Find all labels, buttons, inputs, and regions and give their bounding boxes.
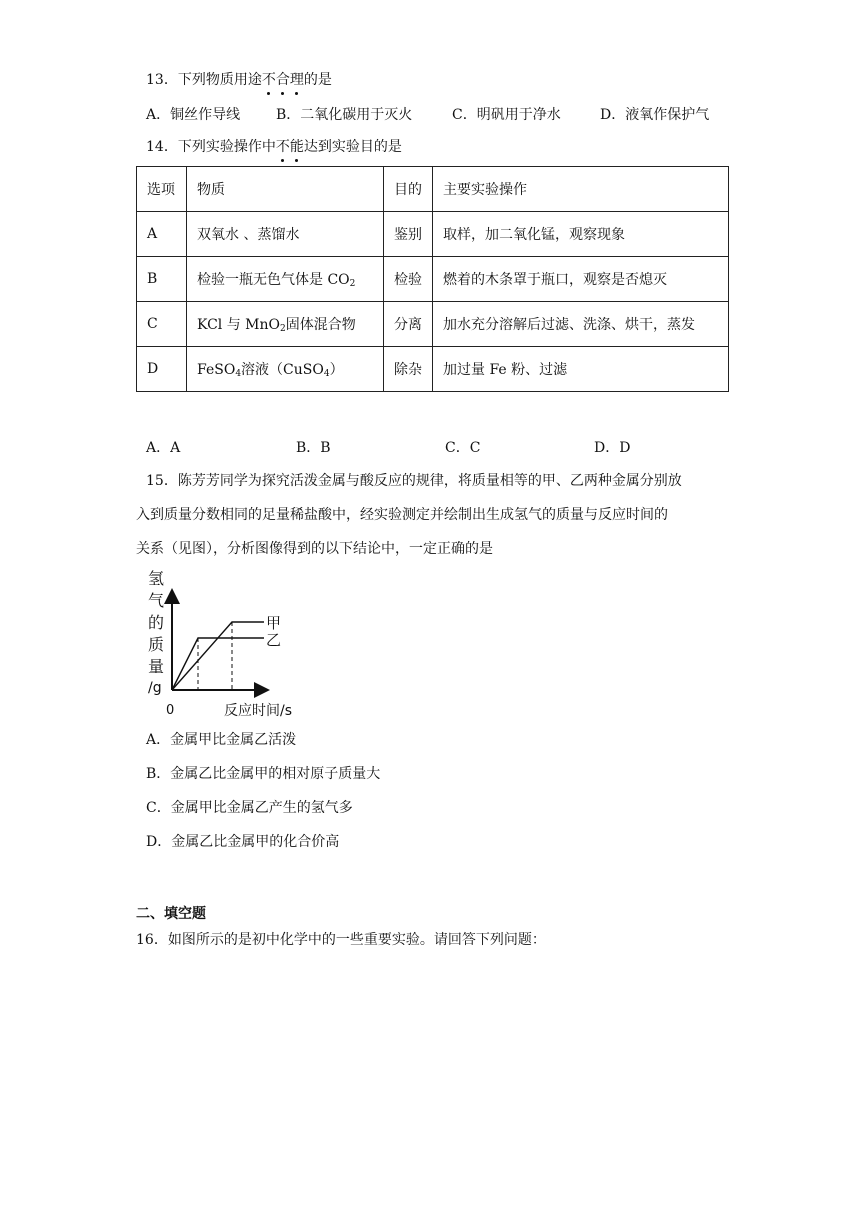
q15-stem-line: 15．陈芳芳同学为探究活泼金属与酸反应的规律，将质量相等的甲、乙两种金属分别放 (146, 473, 682, 489)
table-header: 主要实验操作 (433, 167, 729, 212)
series-yi-line (172, 638, 264, 690)
table-cell: A (137, 212, 187, 257)
series-label-jia: 甲 (266, 614, 282, 632)
series-jia-line (172, 622, 264, 690)
table-cell: 鉴别 (384, 212, 433, 257)
table-cell: FeSO$_4$溶液（CuSO$_4$） (187, 347, 384, 392)
x-axis-label: 反应时间/s (224, 703, 293, 719)
table-header: 选项 (137, 167, 187, 212)
table-row (137, 347, 729, 392)
y-axis-label-char: /g (148, 680, 162, 696)
q14-stem: 14．下列实验操作中不能达到实验目的是 (146, 139, 402, 155)
y-axis-label-char: 质 (148, 635, 165, 654)
series-label-yi: 乙 (266, 631, 282, 649)
q13-option-a[interactable]: A．铜丝作导线 (146, 107, 241, 123)
q15-option-b[interactable]: B．金属乙比金属甲的相对原子质量大 (146, 766, 381, 782)
q14-option-d[interactable]: D．D (594, 440, 631, 456)
table-cell: 除杂 (384, 347, 433, 392)
table-header: 目的 (384, 167, 433, 212)
table-header: 物质 (187, 167, 384, 212)
q15-option-a[interactable]: A．金属甲比金属乙活泼 (146, 732, 297, 748)
q14-table (136, 166, 729, 392)
q14-option-b[interactable]: B．B (296, 440, 331, 456)
table-cell: 燃着的木条罩于瓶口，观察是否熄灭 (433, 257, 729, 302)
table-cell: B (137, 257, 187, 302)
q16-stem: 16．如图所示的是初中化学中的一些重要实验。请回答下列问题： (136, 932, 546, 948)
table-cell: 检验一瓶无色气体是 $CO_2$ (187, 257, 384, 302)
emphasis-char: 合 (275, 72, 290, 88)
table-cell: 取样，加二氧化锰，观察现象 (433, 212, 729, 257)
table-cell: KCl 与 MnO$_2$固体混合物 (187, 302, 384, 347)
q15-option-d[interactable]: D．金属乙比金属甲的化合价高 (146, 834, 340, 850)
y-axis-label-char: 的 (148, 613, 165, 632)
emphasis-char: 不 (275, 139, 290, 155)
table-row (137, 302, 729, 347)
y-axis-label-char: 氢 (148, 569, 165, 588)
q15-stem-line: 入到质量分数相同的足量稀盐酸中，经实验测定并绘制出生成氢气的质量与反应时间的 (136, 507, 668, 523)
table-cell: 加过量 Fe 粉、过滤 (433, 347, 729, 392)
table-header-row (137, 167, 729, 212)
q13-option-d[interactable]: D．液氧作保护气 (600, 107, 710, 123)
table-row (137, 212, 729, 257)
y-axis-label-char: 量 (148, 657, 165, 676)
q14-option-a[interactable]: A．A (146, 440, 181, 456)
emphasis-char: 不 (261, 72, 276, 88)
q14-option-c[interactable]: C．C (445, 440, 481, 456)
y-axis-label-char: 气 (148, 591, 165, 610)
q13-stem: 13．下列物质用途不合理的是 (146, 72, 332, 88)
q15-stem-line: 关系（见图），分析图像得到的以下结论中，一定正确的是 (136, 541, 493, 557)
table-cell: 检验 (384, 257, 433, 302)
section-title: 二、填空题 (136, 906, 206, 922)
q13-option-c[interactable]: C．明矾用于净水 (452, 107, 561, 123)
q15-option-c[interactable]: C．金属甲比金属乙产生的氢气多 (146, 800, 353, 816)
table-cell: 双氧水 、蒸馏水 (187, 212, 384, 257)
origin-label: 0 (166, 703, 175, 718)
table-cell: 分离 (384, 302, 433, 347)
table-cell: D (137, 347, 187, 392)
emphasis-char: 能 (289, 139, 304, 155)
table-row (137, 257, 729, 302)
q13-option-b[interactable]: B．二氧化碳用于灭火 (276, 107, 413, 123)
table-cell: C (137, 302, 187, 347)
table-cell: 加水充分溶解后过滤、洗涤、烘干，蒸发 (433, 302, 729, 347)
emphasis-char: 理 (289, 72, 304, 88)
hydrogen-mass-graph (140, 566, 320, 722)
